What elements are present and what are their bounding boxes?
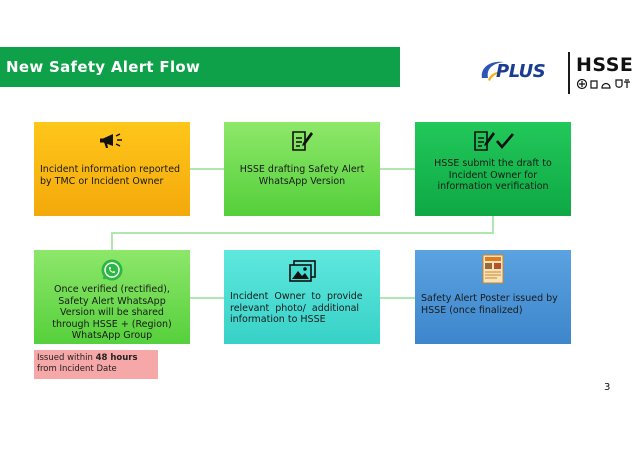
step-text-line: WhatsApp Version	[258, 175, 346, 187]
hsse-pictograms-icon	[576, 78, 632, 90]
megaphone-icon	[99, 131, 125, 151]
step-text-line: HSSE (once finalized)	[421, 304, 523, 316]
connector-5-6	[380, 297, 415, 299]
step-text-line: information verification	[437, 181, 549, 192]
connector-1-2	[190, 168, 224, 170]
connector-row-across	[111, 232, 494, 234]
whatsapp-icon	[100, 258, 124, 282]
hsse-logo-text: HSSE	[576, 54, 634, 76]
step-text-line: by TMC or Incident Owner	[40, 175, 164, 187]
edit-document-icon	[289, 129, 315, 153]
step-text-line: Safety Alert WhatsApp	[58, 295, 166, 307]
step-text-line: information to HSSE	[230, 314, 326, 325]
step-text-line: relevant photo/ additional	[230, 302, 360, 314]
step-box-shared-whatsapp	[34, 250, 190, 344]
document-check-icon	[471, 129, 515, 153]
timing-note-prefix: Issued within	[37, 353, 96, 363]
poster-icon	[482, 254, 504, 284]
step-box-owner-provides-photo	[224, 250, 380, 344]
step-text-line: WhatsApp Group	[71, 330, 153, 341]
connector-4-5	[190, 297, 224, 299]
page-number: 3	[604, 382, 611, 393]
connector-down-4	[111, 232, 113, 250]
step-text-line: HSSE drafting Safety Alert	[239, 164, 365, 175]
page-title: New Safety Alert Flow	[6, 58, 201, 76]
step-box-incident-reported	[34, 122, 190, 216]
connector-2-3	[380, 168, 415, 170]
step-text-line: Incident information reported	[40, 164, 181, 175]
step-box-submit-for-verification	[415, 122, 571, 216]
step-box-poster-issued	[415, 250, 571, 344]
timing-note-emphasis: 48 hours	[95, 353, 138, 363]
step-text-line: Incident Owner for	[448, 169, 538, 181]
step-text-line: Safety Alert Poster issued by	[421, 293, 558, 304]
step-text-line: through HSSE + (Region)	[52, 318, 172, 330]
step-text-line: Version will be shared	[60, 307, 164, 318]
connector-3-down	[492, 216, 494, 233]
timing-note-line1	[37, 353, 155, 364]
step-text-line: Once verified (rectified),	[54, 284, 170, 295]
timing-note-line2: from Incident Date	[37, 364, 117, 374]
step-text-line: HSSE submit the draft to	[434, 158, 552, 169]
title-bar	[0, 47, 400, 87]
photo-gallery-icon	[287, 259, 317, 283]
logo-divider	[568, 52, 570, 94]
timing-note	[34, 350, 158, 379]
step-text-line: Incident Owner to provide	[230, 291, 363, 302]
step-box-hsse-drafting	[224, 122, 380, 216]
plus-logo-text: PLUS	[496, 61, 546, 82]
logo-area	[478, 52, 634, 94]
